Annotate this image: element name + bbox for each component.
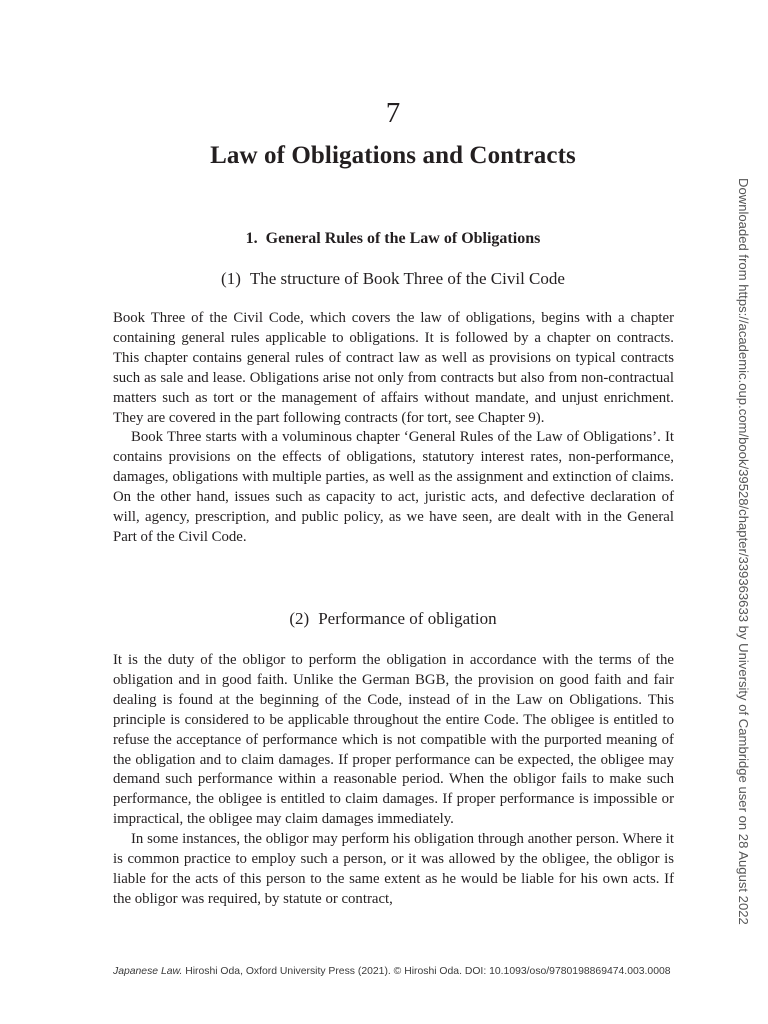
paragraph: It is the duty of the obligor to perform the obligation in accordance with the terms of the obligation and in good faith. Unlike the German BGB, the provision on good faith and fair dealing is found at the beginning of the Code, instead of in the Law on Obligations. This principle is considered to be applicable throughout the entire Code. The obligee is entitled to refuse the acceptance of performance which is not compatible with the purported meaning of the obligation and to claim damages. If proper performance can be expected, the obligee may demand such performance within a reasonable period. When the obligor fails to make such performance, the obligee is entitled to claim damages. If proper performance is impossible or impractical, the obligee may claim damages immediately. <box>113 652 674 828</box>
subsection-heading-1 <box>0 268 768 290</box>
body-text-block <box>113 309 674 548</box>
section-title: General Rules of the Law of Obligations <box>265 230 541 247</box>
paragraph: Book Three of the Civil Code, which covers the law of obligations, begins with a chapter containing general rules applicable to obligations. It is followed by a chapter on contracts. This chapter contains general rules of contract law as well as provisions on typical contracts such as sale and lease. Obligations arise not only from contracts but also from non-contractual matters such as tort or the management of affairs without mandate, and unjust enrichment. They are covered in the part following contracts (for tort, see Chapter 9). <box>113 310 674 426</box>
subsection-number: (2) <box>289 609 310 628</box>
footer-citation: Hiroshi Oda, Oxford University Press (2021). © Hiroshi Oda. DOI: 10.1093/oso/9780198869474.003.0008 <box>182 966 671 977</box>
body-text-block <box>113 651 674 910</box>
subsection-title: The structure of Book Three of the Civil Code <box>249 269 565 288</box>
chapter-number: 7 <box>385 97 401 129</box>
paragraph: In some instances, the obligor may perform his obligation through another person. Where it is common practice to employ such a person, or it was allowed by the obligee, the obligor is liable for the acts of this person to the same extent as he would be liable for his own acts. If the obligor was required, by statute or contract, <box>113 831 674 907</box>
chapter-title: Law of Obligations and Contracts <box>210 142 576 169</box>
section-number: 1. <box>245 230 258 247</box>
subsection-heading-2 <box>0 608 768 630</box>
paragraph: Book Three starts with a voluminous chapter ‘General Rules of the Law of Obligations’. It contains provisions on the effects of obligations, statutory interest rates, non-performance, damages, obligations with multiple parties, as well as the assignment and extinction of claims. On the other hand, issues such as capacity to act, juristic acts, and defective declaration of will, agency, prescription, and public policy, as we have seen, are dealt with in the General Part of the Civil Code. <box>113 429 674 545</box>
download-watermark: Downloaded from https://academic.oup.com/book/39528/chapter/339363633 by University of Cambridge user on 28 August 2022 <box>736 178 751 925</box>
subsection-number: (1) <box>221 269 241 288</box>
subsection-title: Performance of obligation <box>318 609 497 628</box>
section-heading <box>0 229 768 249</box>
page-footer <box>113 964 713 980</box>
footer-book-title: Japanese Law. <box>113 966 183 977</box>
